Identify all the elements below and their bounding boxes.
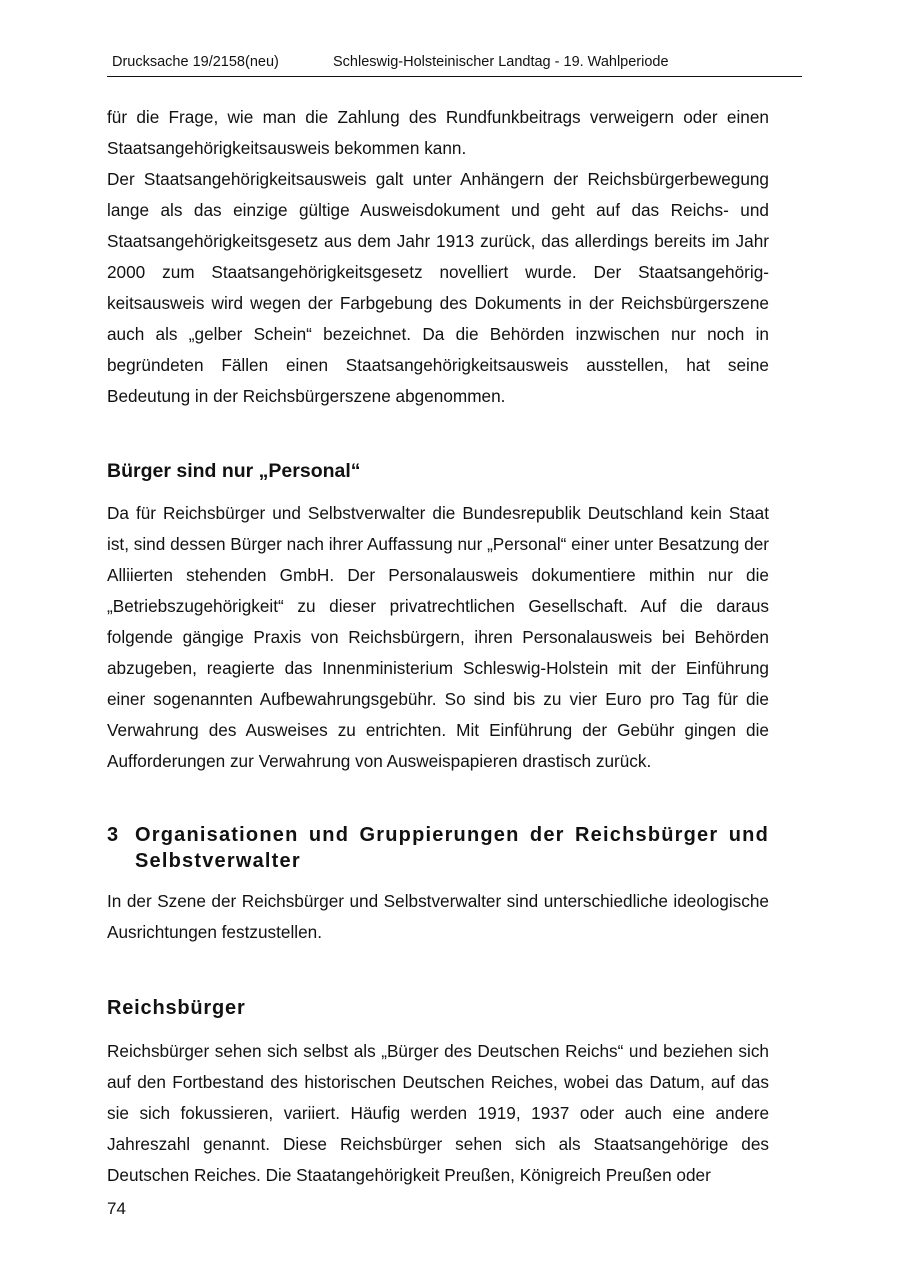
running-header (107, 52, 802, 77)
paragraph-reichsbuerger: Reichsbürger sehen sich selbst als „Bürger des Deutschen Reichs“ und beziehen sich auf den Fortbestand des historischen Deutschen Reiches, wobei das Datum, auf das sie sich fokussieren, variiert. Häufig werden 1919, 1937 oder auch eine andere Jahreszahl genannt. Diese Reichsbürger sehen sich als Staatsangehörige des Deutschen Reiches. Die Staatangehörigkeit Preußen, Königreich Preußen oder (107, 1041, 769, 1185)
subsection-heading-reichsbuerger: Reichsbürger (107, 997, 246, 1019)
chapter-heading (107, 822, 769, 874)
body-text (107, 102, 769, 1191)
page-number: 74 (107, 1199, 126, 1218)
paragraph-staatsangehoerigkeitsausweis: Der Staatsangehörigkeitsausweis galt unter Anhängern der Reichsbürgerbewegung lange als das einzige gültige Ausweisdokument und geht auf das Reichs- und Staatsangehörigkeitsgesetz aus dem Jahr 1913 zurück, das allerdings bereits im Jahr 2000 zum Staatsangehörigkeitsgesetz novelliert wurde. Der Staatsangehörigkeitsausweis wird wegen der Farbgebung des Dokuments in der Reichsbürgerszene auch als „gelber Schein“ bezeichnet. Da die Behörden inzwischen nur noch in begründeten Fällen einen Staatsangehörigkeitsausweis ausstellen, hat seine Bedeutung in der Reichsbürgerszene abgenommen. (107, 169, 769, 406)
chapter-number: 3 (107, 824, 120, 846)
section-heading-personal: Bürger sind nur „Personal“ (107, 460, 361, 482)
chapter-title: Organisationen und Gruppierungen der Reichsbürger und Selbstverwalter (135, 824, 769, 872)
parliament-period: Schleswig-Holsteinischer Landtag - 19. Wahlperiode (333, 54, 669, 70)
paragraph-ideologische-ausrichtungen: In der Szene der Reichsbürger und Selbstverwalter sind unterschiedliche ideologische Ausrichtungen festzustellen. (107, 891, 769, 942)
paragraph-personal: Da für Reichsbürger und Selbstverwalter die Bundesrepublik Deutschland kein Staat ist, sind dessen Bürger nach ihrer Auffassung nur „Personal“ einer unter Besatzung der Alliierten stehenden GmbH. Der Personalausweis dokumentiere mithin nur die „Betriebszugehörigkeit“ zu dieser privatrechtlichen Gesellschaft. Auf die daraus folgende gängige Praxis von Reichsbürgern, ihren Personalausweis bei Behörden abzugeben, reagierte das Innenministerium Schleswig-Holstein mit der Einführung einer sogenannten Aufbewahrungsgebühr. So sind bis zu vier Euro pro Tag für die Verwahrung des Ausweises zu entrichten. Mit Einführung der Gebühr gingen die Aufforderungen zur Verwahrung von Ausweispapieren drastisch zurück. (107, 503, 769, 771)
document-number: Drucksache 19/2158(neu) (112, 54, 279, 70)
paragraph-rundfunkbeitrag: für die Frage, wie man die Zahlung des Rundfunkbeitrags verweigern oder einen Staatsangehörigkeitsausweis bekommen kann. (107, 107, 769, 158)
